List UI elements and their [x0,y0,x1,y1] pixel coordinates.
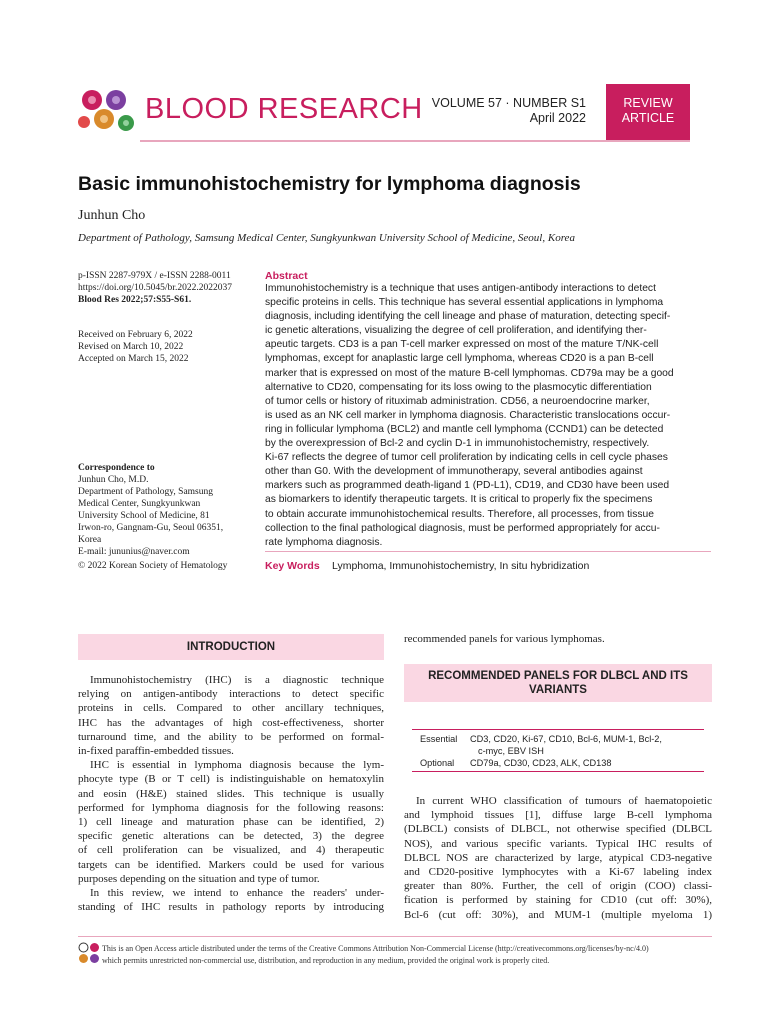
body-line: standing of IHC results in pathology reports by introducing [78,901,384,914]
introduction-body [78,673,384,914]
body-line: NOS), and various specific variants. Typical IHC results of [404,837,712,850]
abstract-body [265,282,711,550]
table-row-label: Optional [420,758,455,768]
header-divider [140,140,690,142]
issn: p-ISSN 2287-979X / e-ISSN 2288-0011 [78,271,231,281]
body-line: specific genetic alterations can be detected, 3) the degree [78,830,384,843]
table-row-value [470,734,700,757]
body-line: performed for lymphoma diagnosis for the following reasons: [78,801,384,814]
author-affiliation: Department of Pathology, Samsung Medical Center, Sungkyunkwan University School of Medicine, Seoul, Korea [78,232,575,244]
abstract-heading: Abstract [265,270,308,282]
article-title: Basic immunohistochemistry for lymphoma diagnosis [78,173,581,195]
correspondence [78,462,250,558]
body-line: (DLBCL) consists of DLBCL, not otherwise specified (DLBCL [404,823,712,836]
body-line: recommended panels for various lymphomas. [404,633,605,645]
abstract-line: as biomarkers to identify therapeutic targets. It is critical to properly fix the specimens [265,494,653,506]
value-line: CD3, CD20, Ki-67, CD10, Bcl-6, MUM-1, Bcl-2, [470,734,662,744]
journal-logo-icon [78,86,134,136]
abstract-line: to obtain accurate immunohistochemical results. Therefore, all processes, from tissue [265,508,654,520]
abstract-line: diagnosis, including identifying the cell lineage and phase of maturation, detecting specif- [265,311,671,323]
keywords-heading: Key Words [265,560,320,572]
body-line: greater than 80%. Further, the cell of origin (COO) classi- [404,880,712,893]
corr-email[interactable]: E-mail: jununius@naver.com [78,547,190,557]
abstract-line: Immunohistochemistry is a technique that uses antigen-antibody interactions to detect [265,283,656,294]
body-line: purposes depending on the situation and type of tumor. [78,872,320,885]
corr-line: Medical Center, Sungkyunkwan [78,499,201,509]
citation: Blood Res 2022;57:S55-S61. [78,295,192,305]
volume-line: VOLUME 57 · NUMBER S1 [431,96,586,110]
body-line: turnaround time, and the ability to be performed on formal- [78,730,384,743]
table-row-label: Essential [420,734,458,744]
revised-date: Revised on March 10, 2022 [78,342,184,352]
dlbcl-body [404,794,712,922]
introduction-heading: INTRODUCTION [78,634,384,660]
badge-line-2: ARTICLE [621,111,675,125]
abstract-line: ic genetic alterations, visualizing the degree of cell proliferation, and identifying ther- [265,325,647,337]
license-notice [102,943,714,966]
license-line: This is an Open Access article distributed under the terms of the Creative Commons Attribution Non-Commercial License (http://creativecommons.org/licenses/by-nc/4.0) [102,944,649,953]
abstract-line: rate lymphoma diagnosis. [265,536,383,548]
table-top-rule [412,729,704,730]
abstract-line: specific proteins in cells. This technique has several essential applications in lymphoma [265,297,664,309]
corr-line: University School of Medicine, 81 [78,511,210,521]
heading-line-2: VARIANTS [529,684,587,696]
abstract-line: by the overexpression of Bcl-2 and cyclin D-1 in immunohistochemistry, respectively. [265,438,650,450]
body-line: DLBCL NOS are characterized by large, atypical CD3-negative [404,851,712,864]
abstract-line: Ki-67 reflects the degree of tumor cell proliferation by indicating cells in cell cycle phases [265,452,668,464]
abstract-line: alternative to CD20, compensating for its loss owing to the plasmocytic differentiation [265,381,652,393]
footer-divider [78,936,712,937]
right-column-continuation [404,632,712,646]
abstract-line: is used as an NK cell marker in lymphoma diagnosis. Characteristic translocations occur- [265,409,671,421]
body-line: IHC has the advantages of high cost-effectiveness, shorter [78,716,384,729]
abstract-line: other than G0. With the development of immunotherapy, several antibodies against [265,466,643,478]
table-row-value: CD79a, CD30, CD23, ALK, CD138 [470,758,612,768]
badge-line-1: REVIEW [623,96,673,110]
abstract-line: markers such as programmed death-ligand 1 (PD-L1), CD19, and CD30 have been used [265,480,670,492]
body-line: In this review, we intend to enhance the readers' under- [90,887,384,900]
body-line: Immunohistochemistry (IHC) is a diagnostic technique [90,674,384,686]
accepted-date: Accepted on March 15, 2022 [78,354,189,364]
correspondence-heading: Correspondence to [78,463,155,473]
body-line: In current WHO classification of tumours of haematopoietic [416,795,712,807]
body-line: 1) cell lineage and maturation phase can be identified, 2) [78,816,384,829]
recommended-panels-heading [404,664,712,702]
body-line: and eosin (H&E) stained slides. This technique is usually [78,787,384,800]
abstract-line: of tumor cells or history of rituximab administration. CD56, a neuroendocrine marker, [265,395,650,407]
corr-line: Department of Pathology, Samsung [78,487,214,497]
doi-link[interactable]: https://doi.org/10.5045/br.2022.2022037 [78,283,232,293]
article-type-badge [606,84,690,140]
abstract-line: marker that is expressed on most of the mature B-cell lymphomas. CD79a may be a good [265,367,674,379]
body-line: and CD20-positive lymphocytes with a Ki-67 labeling index [404,866,712,879]
publication-ids [78,270,250,306]
abstract-line: ring in follicular lymphoma (BCL2) and mantle cell lymphoma (CCND1) can be detected [265,423,664,435]
body-line: of cell proliferation can be visualized, and 4) therapeutic [78,844,384,857]
corr-line: Irwon-ro, Gangnam-Gu, Seoul 06351, [78,523,224,533]
body-line: targets can be identified. Markers could be used for various [78,858,384,871]
journal-brand: BLOOD RESEARCH [145,93,423,125]
copyright-notice: © 2022 Korean Society of Hematology [78,561,228,571]
abstract-line: lymphomas, except for anaplastic large cell lymphoma, whereas CD20 is a pan B-cell [265,353,654,365]
table-bottom-rule [412,771,704,772]
corr-line: Junhun Cho, M.D. [78,475,149,485]
body-line: and lymphoid tissues [1], diffuse large B-cell lymphoma [404,809,712,822]
abstract-line: collection to the final pathological diagnosis, must be performed appropriately for accu- [265,522,660,534]
license-line: which permits unrestricted non-commercial use, distribution, and reproduction in any medium, provided the original work is properly cited. [102,955,550,965]
keywords: Lymphoma, Immunohistochemistry, In situ hybridization [332,560,590,572]
heading-line-1: RECOMMENDED PANELS FOR DLBCL AND ITS [428,670,688,682]
issue-date: April 2022 [529,111,586,125]
body-line: in-fixed paraffin-embedded tissues. [78,745,234,758]
author-name: Junhun Cho [78,208,146,223]
body-line: Bcl-6 (cut off: 30%), and MUM-1 (multiple myeloma 1) [404,908,712,921]
body-line: fication is performed by staining for CD10 (cut off: 30%), [404,894,712,907]
volume-info [390,96,586,126]
corr-line: Korea [78,535,102,545]
body-line: IHC is essential in lymphoma diagnosis because the lym- [90,759,384,772]
body-line: relying on antigen-antibody interactions to detect specific [78,688,384,701]
abstract-divider [265,551,711,552]
received-date: Received on February 6, 2022 [78,330,193,340]
article-dates [78,329,250,365]
body-line: phocyte type (B or T cell) is indistinguishable on hematoxylin [78,773,384,786]
abstract-line: apeutic targets. CD3 is a pan T-cell marker expressed on most of the mature T/NK-cell [265,339,659,351]
creative-commons-icon [78,942,100,964]
body-line: proteins in cells. Compared to other ancillary techniques, [78,702,384,715]
value-line: c-myc, EBV ISH [478,745,544,756]
